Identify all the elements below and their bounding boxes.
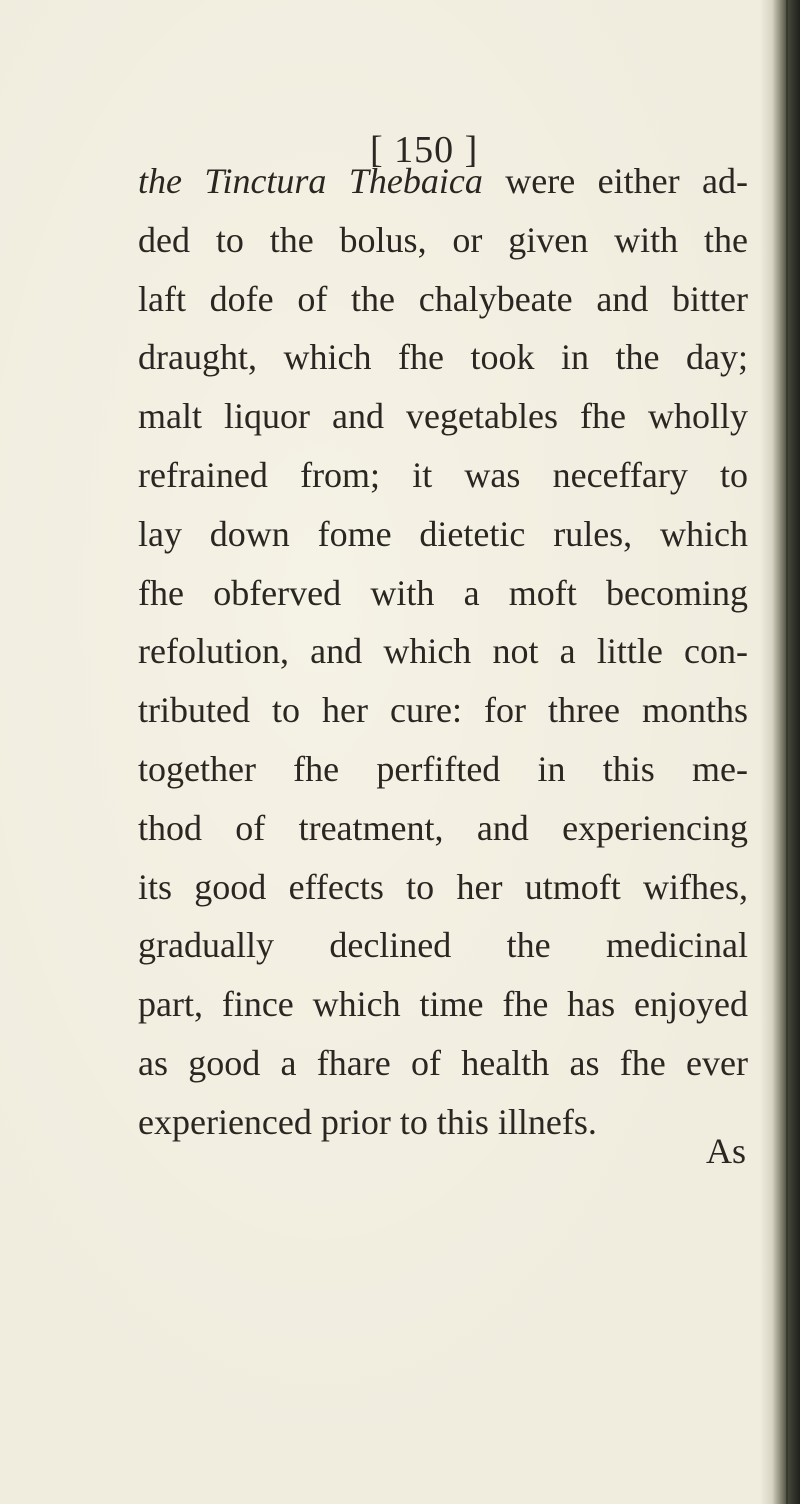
text-line: as good a fhare of health as fhe ever xyxy=(138,1042,748,1083)
latin-term: the Tinctura Thebaica xyxy=(138,161,483,201)
text-line-1-rest: were either ad- xyxy=(482,161,749,201)
page-edge-shadow xyxy=(760,0,800,1504)
text-line: tributed to her cure: for three months xyxy=(138,690,748,731)
text-line: malt liquor and vegetables fhe wholly xyxy=(138,396,748,437)
text-line: refolution, and which not a little con- xyxy=(138,631,748,672)
text-line: laft dofe of the chalybeate and bitter xyxy=(138,278,748,319)
text-line-last: experienced prior to this illnefs. xyxy=(138,1101,597,1142)
text-line: ded to the bolus, or given with the xyxy=(138,219,748,260)
text-line: thod of treatment, and experiencing xyxy=(138,807,748,848)
text-line: fhe obferved with a moft becoming xyxy=(138,572,748,613)
text-line: together fhe perfifted in this me- xyxy=(138,748,748,789)
page-edge-line xyxy=(786,0,788,1504)
text-line: refrained from; it was neceffary to xyxy=(138,454,748,495)
text-line: gradually declined the medicinal xyxy=(138,925,748,966)
text-line: draught, which fhe took in the day; xyxy=(138,337,748,378)
body-text xyxy=(138,152,748,1152)
text-line-1 xyxy=(138,152,748,211)
text-line: lay down fome dietetic rules, which xyxy=(138,513,748,554)
page-number: [ 150 ] xyxy=(370,129,479,171)
text-line: part, fince which time fhe has enjoyed xyxy=(138,984,748,1025)
catchword: As xyxy=(706,1131,747,1171)
text-line: its good effects to her utmoft wifhes, xyxy=(138,866,748,907)
